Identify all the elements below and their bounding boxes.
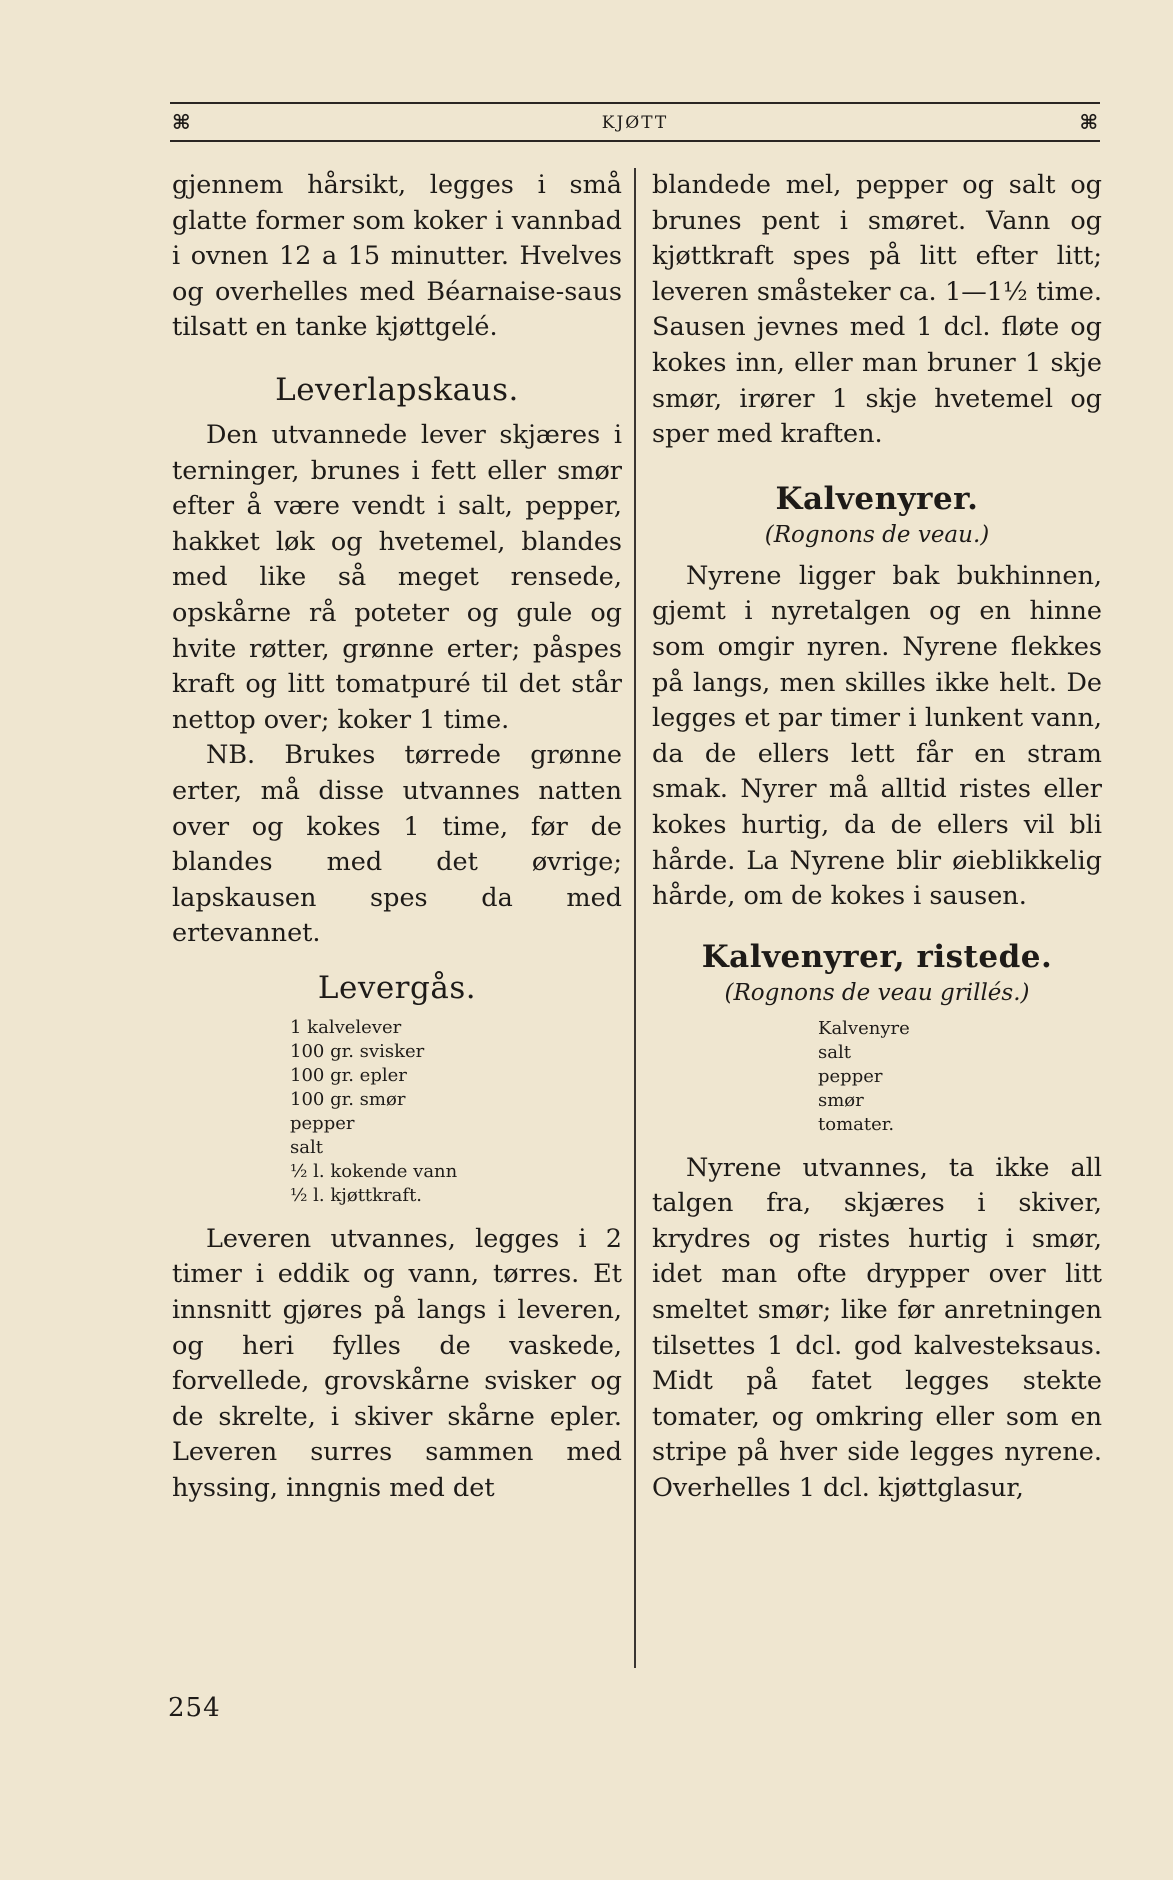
ingredient-item: tomater. (818, 1113, 895, 1135)
recipe-title-kalvenyrer: Kalvenyrer. (775, 480, 979, 517)
running-header-title: KJØTT (601, 113, 669, 133)
ingredient-item: pepper (290, 1112, 355, 1134)
ornament-left-icon: ⌘ (172, 110, 191, 134)
recipe-title-kalvenyrer-ristede: Kalvenyrer, ristede. (701, 938, 1053, 975)
left-column (172, 168, 622, 1507)
ingredient-item: pepper (818, 1065, 883, 1087)
ingredient-list-levergaas (290, 1016, 622, 1208)
ingredient-item: 100 gr. epler (290, 1064, 407, 1086)
ingredient-item: salt (290, 1136, 323, 1158)
recipe-body-levergaas: Leveren utvannes, legges i 2 timer i eddik og vann, tørres. Et innsnitt gjøres på langs i leveren, og heri fylles de vaskede, forvellede, grovskårne svisker og de skrelte, i skiver skårne epler. Leveren surres sammen med hyssing, inngnis med det (172, 1223, 622, 1504)
recipe-body-kalvenyrer-ristede: Nyrene utvannes, ta ikke all talgen fra, skjæres i skiver, krydres og ristes hurtig i smør, idet man ofte drypper over litt smeltet smør; like før anretningen tilsettes 1 dcl. god kalvesteksaus. Midt på fatet legges stekte tomater, og omkring eller som en stripe på hver side legges nyrene. Overhelles 1 dcl. kjøttglasur, (652, 1152, 1102, 1504)
running-header (170, 102, 1100, 142)
ingredient-item: 1 kalvelever (290, 1016, 402, 1038)
ingredient-item: smør (818, 1089, 864, 1111)
ingredient-item: 100 gr. smør (290, 1088, 406, 1110)
right-column (652, 168, 1102, 1507)
column-divider (634, 168, 636, 1668)
recipe-subtitle-kalvenyrer: (Rognons de veau.) (764, 521, 990, 548)
continuation-paragraph: blandede mel, pepper og salt og brunes pent i smøret. Vann og kjøttkraft spes på litt efter litt; leveren småsteker ca. 1—1½ time. Sausen jevnes med 1 dcl. fløte og kokes inn, eller man bruner 1 skje smør, irører 1 skje hvetemel og sper med kraften. (652, 170, 1102, 450)
recipe-note: NB. Brukes tørrede grønne erter, må disse utvannes natten over og kokes 1 time, før de blandes med det øvrige; lapskausen spes da med ertevannet. (172, 740, 622, 949)
continuation-paragraph: gjennem hårsikt, legges i små glatte former som koker i vannbad i ovnen 12 a 15 minutter. Hvelves og overhelles med Béarnaise-saus tilsatt en tanke kjøttgelé. (172, 170, 622, 343)
recipe-title-leverlapskaus: Leverlapskaus. (275, 371, 519, 408)
ingredient-item: salt (818, 1041, 851, 1063)
recipe-body-kalvenyrer: Nyrene ligger bak bukhinnen, gjemt i nyretalgen og en hinne som omgir nyren. Nyrene flekkes på langs, men skilles ikke helt. De legges et par timer i lunkent vann, da de ellers lett får en stram smak. Nyrer må alltid ristes eller kokes hurtig, da de ellers vil bli hårde. La Nyrene blir øieblikkelig hårde, om de kokes i sausen. (652, 560, 1102, 912)
ingredient-item: Kalvenyre (818, 1017, 910, 1039)
ingredient-list-kalvenyrer-ristede (818, 1017, 1102, 1137)
ingredient-item: ½ l. kokende vann (290, 1160, 458, 1182)
page-number: 254 (168, 1693, 221, 1723)
recipe-subtitle-kalvenyrer-ristede: (Rognons de veau grillés.) (724, 979, 1030, 1006)
ingredient-item: ½ l. kjøttkraft. (290, 1184, 423, 1206)
recipe-title-levergaas: Levergås. (317, 969, 477, 1006)
ornament-right-icon: ⌘ (1079, 110, 1098, 134)
recipe-body-leverlapskaus: Den utvannede lever skjæres i terninger, brunes i fett eller smør efter å være vendt i salt, pepper, hakket løk og hvetemel, blandes med like så meget rensede, opskårne rå poteter og gule og hvite røtter, grønne erter; påspes kraft og litt tomatpuré til det står nettop over; koker 1 time. (172, 419, 622, 735)
ingredient-item: 100 gr. svisker (290, 1040, 425, 1062)
